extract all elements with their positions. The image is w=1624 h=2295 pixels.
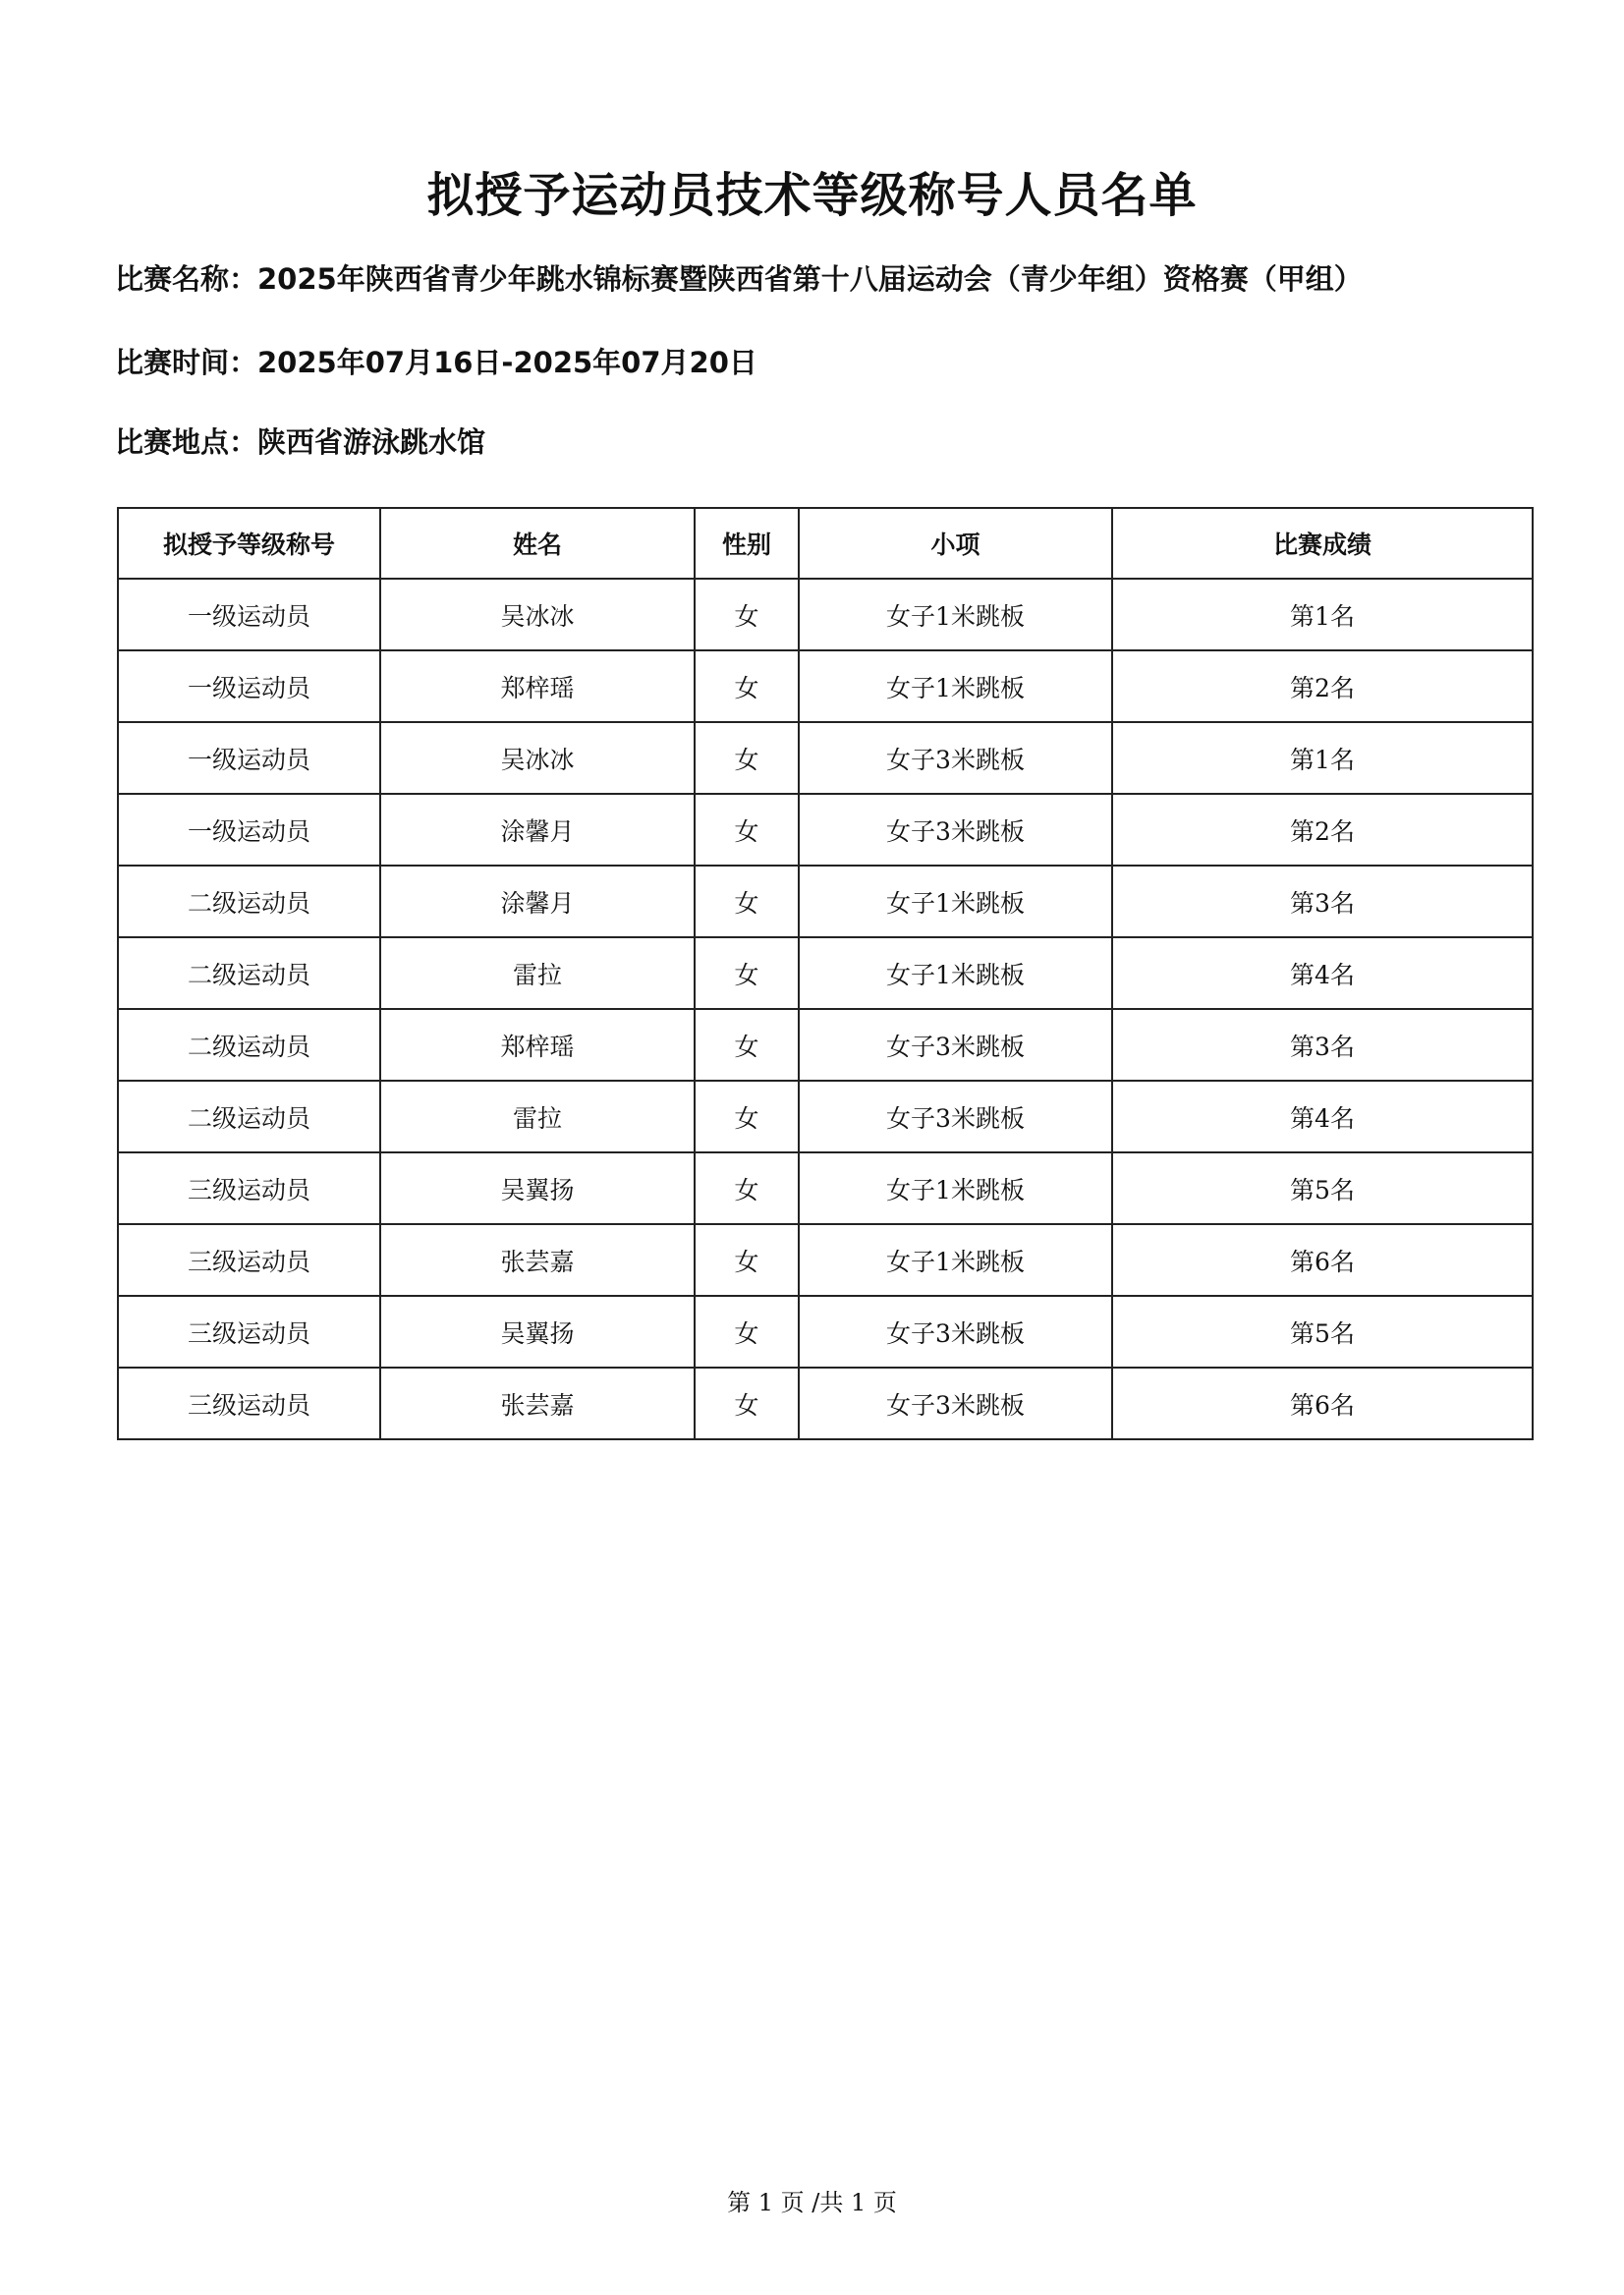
event-cell: 女子1米跳板	[799, 1224, 1112, 1296]
result-cell: 第4名	[1112, 937, 1533, 1009]
result-cell: 第6名	[1112, 1224, 1533, 1296]
result-cell: 第1名	[1112, 579, 1533, 650]
event-cell: 女子1米跳板	[799, 579, 1112, 650]
gender-cell: 女	[695, 794, 799, 866]
name-cell: 郑梓瑶	[380, 650, 695, 722]
header-result: 比赛成绩	[1112, 508, 1533, 579]
table-header-row	[118, 508, 1533, 579]
name-cell: 吴冰冰	[380, 579, 695, 650]
name-cell: 张芸嘉	[380, 1224, 695, 1296]
table-row	[118, 1081, 1533, 1152]
table-row	[118, 866, 1533, 937]
table-row	[118, 937, 1533, 1009]
competition-time: 比赛时间：2025年07月16日-2025年07月20日	[115, 346, 757, 379]
grade-title-cell: 二级运动员	[118, 1081, 380, 1152]
gender-cell: 女	[695, 937, 799, 1009]
table-row	[118, 722, 1533, 794]
event-cell: 女子1米跳板	[799, 1152, 1112, 1224]
event-cell: 女子3米跳板	[799, 1009, 1112, 1081]
result-cell: 第5名	[1112, 1296, 1533, 1368]
grade-title-cell: 一级运动员	[118, 794, 380, 866]
header-grade-title: 拟授予等级称号	[118, 508, 380, 579]
result-cell: 第3名	[1112, 1009, 1533, 1081]
grade-title-cell: 三级运动员	[118, 1152, 380, 1224]
table-body	[118, 579, 1533, 1439]
grade-title-cell: 三级运动员	[118, 1368, 380, 1439]
name-cell: 涂馨月	[380, 866, 695, 937]
result-cell: 第3名	[1112, 866, 1533, 937]
event-cell: 女子3米跳板	[799, 794, 1112, 866]
grade-title-cell: 二级运动员	[118, 866, 380, 937]
event-cell: 女子3米跳板	[799, 1081, 1112, 1152]
header-gender: 性别	[695, 508, 799, 579]
table-row	[118, 1296, 1533, 1368]
header-name: 姓名	[380, 508, 695, 579]
grade-title-cell: 三级运动员	[118, 1224, 380, 1296]
header-event: 小项	[799, 508, 1112, 579]
gender-cell: 女	[695, 1152, 799, 1224]
name-cell: 吴翼扬	[380, 1152, 695, 1224]
table-row	[118, 579, 1533, 650]
event-cell: 女子3米跳板	[799, 722, 1112, 794]
gender-cell: 女	[695, 1296, 799, 1368]
gender-cell: 女	[695, 722, 799, 794]
grade-title-cell: 二级运动员	[118, 937, 380, 1009]
result-cell: 第6名	[1112, 1368, 1533, 1439]
gender-cell: 女	[695, 1009, 799, 1081]
name-cell: 涂馨月	[380, 794, 695, 866]
grade-title-cell: 一级运动员	[118, 650, 380, 722]
name-cell: 张芸嘉	[380, 1368, 695, 1439]
name-cell: 郑梓瑶	[380, 1009, 695, 1081]
result-cell: 第2名	[1112, 650, 1533, 722]
grade-title-cell: 一级运动员	[118, 579, 380, 650]
gender-cell: 女	[695, 650, 799, 722]
competition-place: 比赛地点：陕西省游泳跳水馆	[115, 425, 486, 459]
event-cell: 女子1米跳板	[799, 937, 1112, 1009]
gender-cell: 女	[695, 1081, 799, 1152]
grade-title-cell: 一级运动员	[118, 722, 380, 794]
gender-cell: 女	[695, 1368, 799, 1439]
event-cell: 女子1米跳板	[799, 866, 1112, 937]
result-cell: 第5名	[1112, 1152, 1533, 1224]
gender-cell: 女	[695, 1224, 799, 1296]
table-row	[118, 794, 1533, 866]
result-cell: 第4名	[1112, 1081, 1533, 1152]
table-row	[118, 1368, 1533, 1439]
name-cell: 雷拉	[380, 937, 695, 1009]
gender-cell: 女	[695, 579, 799, 650]
name-cell: 雷拉	[380, 1081, 695, 1152]
document-title: 拟授予运动员技术等级称号人员名单	[426, 168, 1198, 223]
result-cell: 第2名	[1112, 794, 1533, 866]
competition-name: 比赛名称：2025年陕西省青少年跳水锦标赛暨陕西省第十八届运动会（青少年组）资格赛（甲组）	[115, 262, 1363, 296]
name-cell: 吴翼扬	[380, 1296, 695, 1368]
event-cell: 女子3米跳板	[799, 1296, 1112, 1368]
grade-title-cell: 三级运动员	[118, 1296, 380, 1368]
gender-cell: 女	[695, 866, 799, 937]
name-cell: 吴冰冰	[380, 722, 695, 794]
page-footer: 第 1 页 /共 1 页	[727, 2189, 897, 2216]
table-row	[118, 650, 1533, 722]
athlete-roster-table	[117, 507, 1534, 1440]
event-cell: 女子1米跳板	[799, 650, 1112, 722]
table-row	[118, 1224, 1533, 1296]
result-cell: 第1名	[1112, 722, 1533, 794]
table-row	[118, 1152, 1533, 1224]
table-row	[118, 1009, 1533, 1081]
grade-title-cell: 二级运动员	[118, 1009, 380, 1081]
event-cell: 女子3米跳板	[799, 1368, 1112, 1439]
